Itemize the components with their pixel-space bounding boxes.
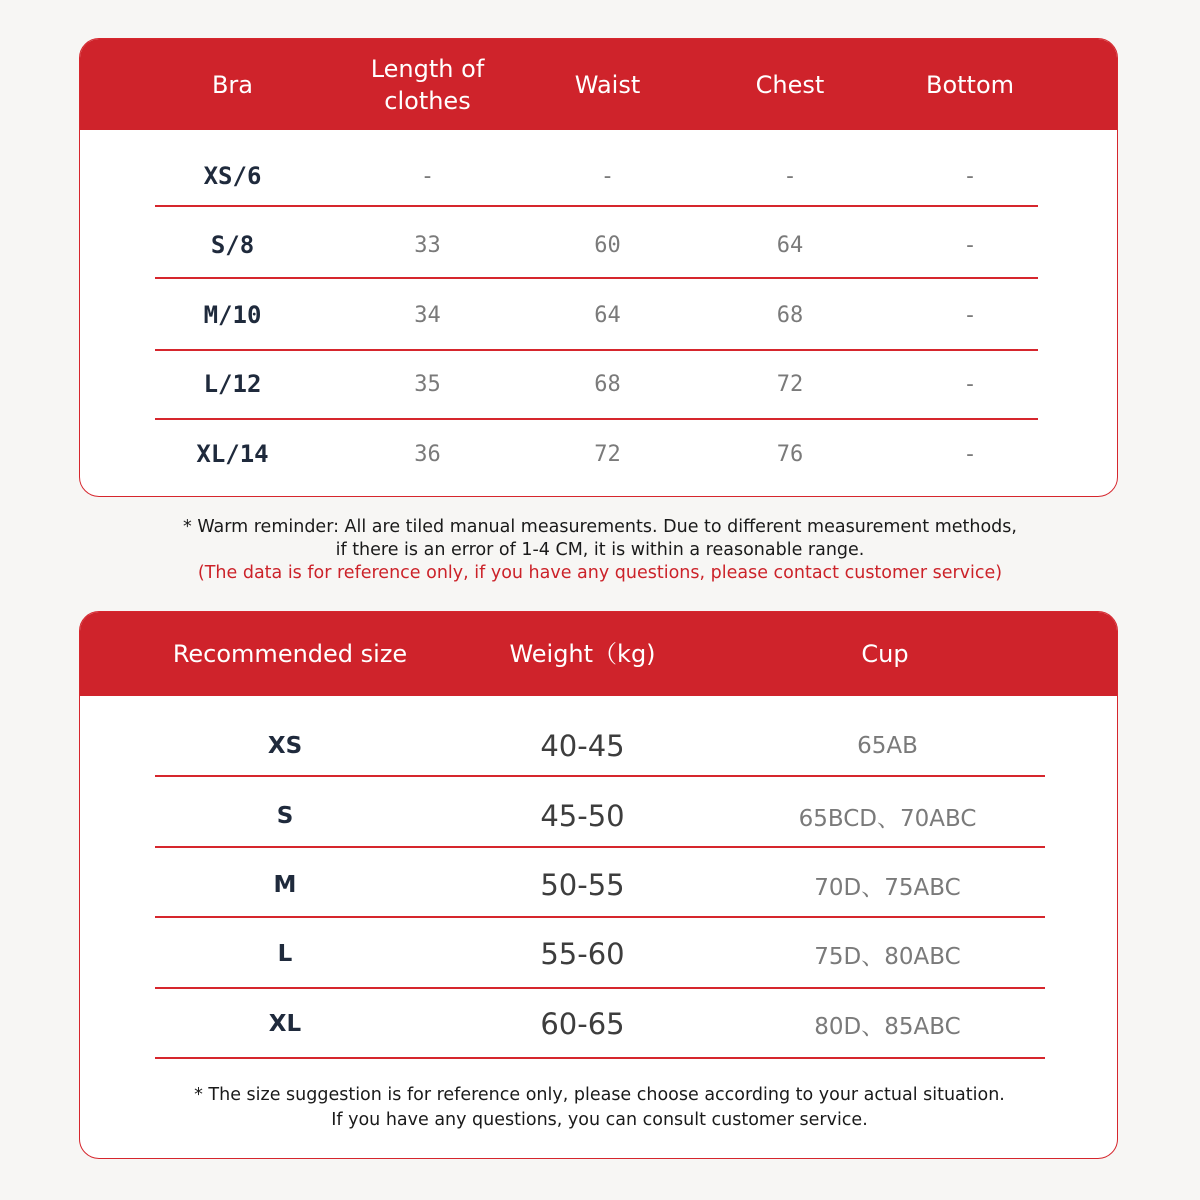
suggestion-note-line-2: If you have any questions, you can consult customer service. bbox=[331, 1110, 868, 1130]
row-divider bbox=[155, 1057, 1045, 1059]
cup-value: 70D、75ABC bbox=[814, 874, 961, 901]
size-label: XS/6 bbox=[203, 162, 262, 190]
size-label: S bbox=[276, 803, 294, 829]
size-label: L bbox=[277, 941, 293, 967]
header-weight: Weight（kg) bbox=[509, 640, 656, 668]
bottom-value: - bbox=[963, 371, 977, 397]
waist-value: 72 bbox=[594, 441, 621, 467]
waist-value: 68 bbox=[594, 371, 621, 397]
row-divider bbox=[155, 846, 1045, 848]
cup-value: 80D、85ABC bbox=[814, 1013, 961, 1040]
row-divider bbox=[155, 418, 1038, 420]
chest-value: 64 bbox=[776, 232, 804, 258]
length-value: 35 bbox=[414, 371, 441, 397]
header-bra: Bra bbox=[211, 70, 254, 99]
length-value: 36 bbox=[414, 441, 441, 467]
size-label: M/10 bbox=[203, 301, 262, 329]
size-label: S/8 bbox=[210, 231, 255, 259]
bottom-value: - bbox=[963, 163, 977, 189]
length-value: 34 bbox=[414, 302, 441, 328]
reminder-line-1: * Warm reminder: All are tiled manual measurements. Due to different measurement methods, bbox=[183, 517, 1017, 537]
header-waist: Waist bbox=[574, 70, 641, 99]
chest-value: 72 bbox=[776, 371, 804, 397]
size-label: M bbox=[273, 872, 297, 898]
chest-value: 76 bbox=[776, 441, 804, 467]
weight-value: 55-60 bbox=[540, 937, 625, 971]
bottom-value: - bbox=[963, 302, 977, 328]
chest-value: - bbox=[783, 163, 797, 189]
bottom-value: - bbox=[963, 441, 977, 467]
row-divider bbox=[155, 775, 1045, 777]
suggestion-note-line-1: * The size suggestion is for reference only, please choose according to your actual situation. bbox=[194, 1085, 1005, 1105]
weight-value: 50-55 bbox=[540, 868, 625, 902]
length-value: 33 bbox=[414, 232, 441, 258]
waist-value: - bbox=[600, 163, 615, 189]
header-cup: Cup bbox=[861, 640, 909, 668]
cup-value: 65BCD、70ABC bbox=[798, 805, 977, 832]
bottom-value: - bbox=[963, 232, 977, 258]
recommend-header bbox=[80, 612, 1117, 696]
length-value: - bbox=[420, 163, 435, 189]
size-chart-header bbox=[80, 39, 1117, 130]
header-bottom: Bottom bbox=[925, 70, 1015, 99]
row-divider bbox=[155, 987, 1045, 989]
weight-value: 40-45 bbox=[540, 729, 625, 763]
header-recommended-size: Recommended size bbox=[172, 640, 408, 668]
weight-value: 45-50 bbox=[540, 799, 625, 833]
waist-value: 64 bbox=[594, 302, 621, 328]
header-length-of-clothes: Length of clothes bbox=[370, 54, 485, 115]
size-label: XL/14 bbox=[196, 440, 269, 468]
row-divider bbox=[155, 916, 1045, 918]
size-label: XL bbox=[268, 1011, 302, 1037]
row-divider bbox=[155, 349, 1038, 351]
size-label: XS bbox=[267, 733, 303, 759]
recommend-size-table bbox=[79, 611, 1118, 1159]
size-chart-table bbox=[79, 38, 1118, 497]
waist-value: 60 bbox=[594, 232, 621, 258]
weight-value: 60-65 bbox=[540, 1007, 625, 1041]
reminder-line-3: (The data is for reference only, if you have any questions, please contact customer service) bbox=[197, 563, 1003, 583]
size-label: L/12 bbox=[203, 370, 262, 398]
header-chest: Chest bbox=[755, 70, 825, 99]
chest-value: 68 bbox=[776, 302, 804, 328]
cup-value: 75D、80ABC bbox=[814, 943, 961, 970]
reminder-line-2: if there is an error of 1-4 CM, it is within a reasonable range. bbox=[335, 540, 865, 560]
cup-value: 65AB bbox=[857, 733, 918, 759]
row-divider bbox=[155, 205, 1038, 207]
row-divider bbox=[155, 277, 1038, 279]
